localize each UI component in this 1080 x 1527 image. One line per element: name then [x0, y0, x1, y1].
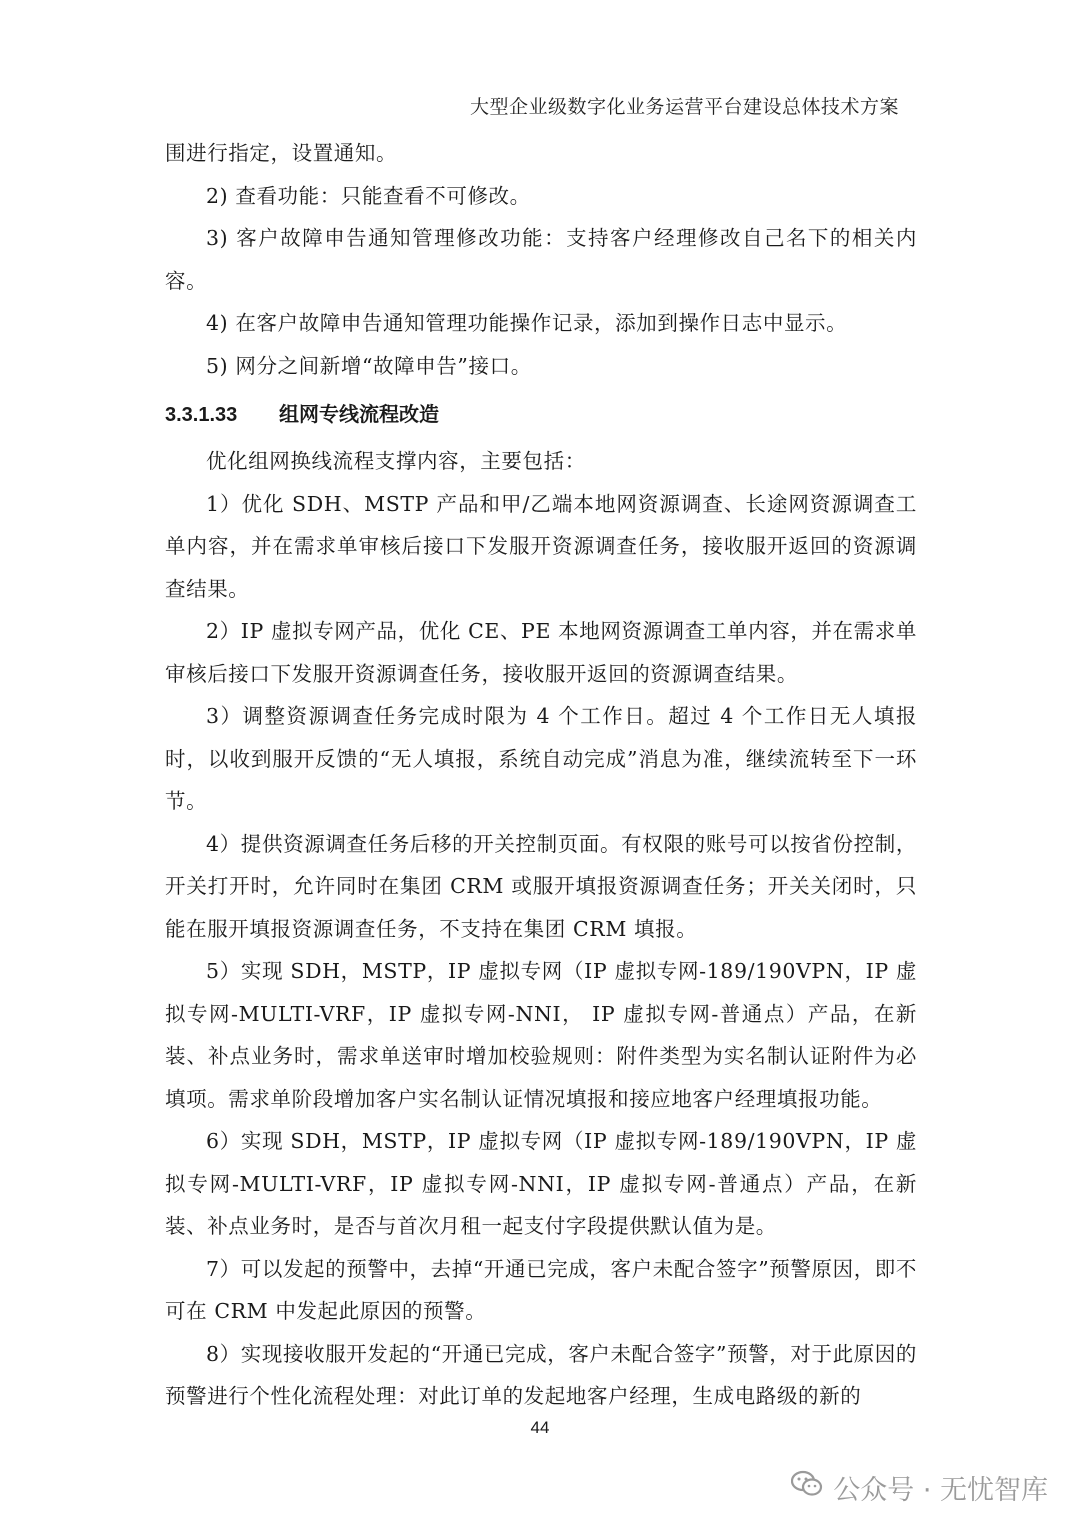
- watermark-text: 公众号 · 无忧智库: [833, 1475, 1048, 1506]
- section-item-8: 8）实现接收服开发起的“开通已完成，客户未配合签字”预警，对于此原因的预警进行个性化流程处理：对此订单的发起地客户经理，生成电路级的新的: [165, 1341, 918, 1408]
- section-item-2: 2）IP 虚拟专网产品，优化 CE、PE 本地网资源调查工单内容，并在需求单审核后接口下发服开资源调查任务，接收服开返回的资源调查结果。: [165, 619, 917, 686]
- section-item-6: 6）实现 SDH，MSTP，IP 虚拟专网（IP 虚拟专网-189/190VPN，IP 虚拟专网-MULTI-VRF，IP 虚拟专网-NNI，IP 虚拟专网-普通点）产品，在新装、补点业务时，是否与首次月租一起支付字段提供默认值为是。: [165, 1129, 917, 1238]
- page-number: 44: [530, 1418, 550, 1437]
- section-item-5: 5）实现 SDH，MSTP，IP 虚拟专网（IP 虚拟专网-189/190VPN，IP 虚拟专网-MULTI-VRF，IP 虚拟专网-NNI， IP 虚拟专网-普通点）产品，在新装、补点业务时，需求单送审时增加校验规则：附件类型为实名制认证附件为必填项。需求单阶段增加客户实名制认证情况填报和接应地客户经理填报功能。: [165, 959, 917, 1111]
- list-item-5: 5) 网分之间新增“故障申告”接口。: [206, 353, 532, 378]
- watermark: [791, 1468, 1048, 1507]
- section-intro: 优化组网换线流程支撑内容，主要包括：: [206, 449, 586, 473]
- section-number: 3.3.1.33: [165, 404, 238, 426]
- list-item-4: 4) 在客户故障申告通知管理功能操作记录，添加到操作日志中显示。: [206, 311, 848, 335]
- section-heading: [165, 398, 917, 432]
- document-body: [165, 132, 917, 1418]
- section-item-3: 3）调整资源调查任务完成时限为 4 个工作日。超过 4 个工作日无人填报时，以收到服开反馈的“无人填报，系统自动完成”消息为准，继续流转至下一环节。: [165, 704, 917, 813]
- wechat-icon: [791, 1470, 823, 1505]
- list-item-3: 3) 客户故障申告通知管理修改功能：支持客户经理修改自己名下的相关内容。: [165, 226, 917, 293]
- list-item-2: 2) 查看功能：只能查看不可修改。: [206, 183, 531, 208]
- section-item-7: 7）可以发起的预警中，去掉“开通已完成，客户未配合签字”预警原因，即不可在 CRM 中发起此原因的预警。: [165, 1256, 918, 1323]
- document-header-title: 大型企业级数字化业务运营平台建设总体技术方案: [469, 96, 899, 118]
- section-item-1: 1）优化 SDH、MSTP 产品和甲/乙端本地网资源调查、长途网资源调查工单内容，并在需求单审核后接口下发服开资源调查任务，接收服开返回的资源调查结果。: [165, 491, 917, 601]
- section-title: 组网专线流程改造: [279, 404, 439, 426]
- section-item-4: 4）提供资源调查任务后移的开关控制页面。有权限的账号可以按省份控制，开关打开时，允许同时在集团 CRM 或服开填报资源调查任务；开关关闭时，只能在服开填报资源调查任务，不支持在集团 CRM 填报。: [165, 831, 917, 941]
- paragraph-continuation: 围进行指定，设置通知。: [165, 141, 398, 165]
